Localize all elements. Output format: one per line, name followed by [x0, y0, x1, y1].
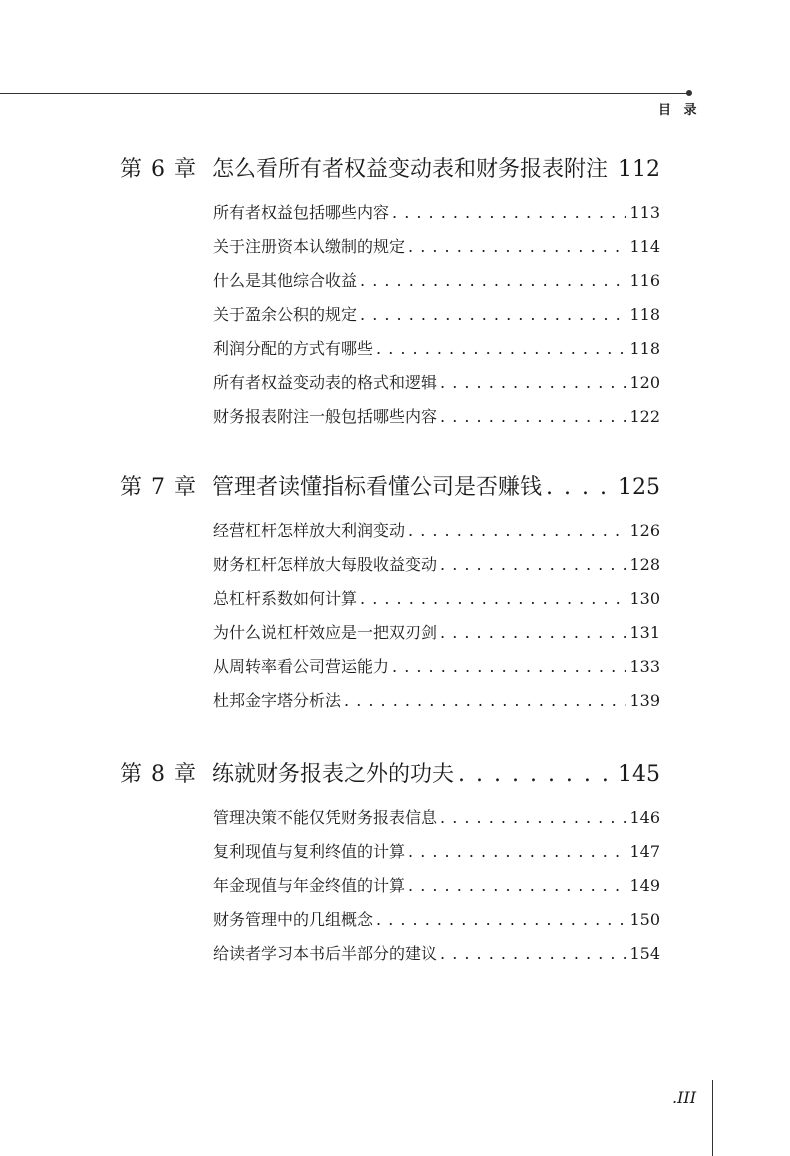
dot-leader: [440, 944, 626, 963]
chapter-page-number: 125: [618, 475, 660, 500]
section-page-number: 131: [629, 623, 660, 642]
dot-leader: [458, 762, 614, 787]
dot-leader: [440, 407, 626, 426]
section-title: 财务杠杆怎样放大每股收益变动: [213, 555, 438, 574]
section-title: 关于注册资本认缴制的规定: [213, 237, 406, 256]
section-page-number: 126: [629, 521, 660, 540]
section-title: 经营杠杆怎样放大利润变动: [213, 521, 406, 540]
toc-entry[interactable]: [213, 234, 660, 268]
chapter-8: [120, 757, 660, 975]
toc-entry[interactable]: [213, 688, 660, 722]
dot-leader: [546, 475, 614, 500]
toc-entry[interactable]: [213, 552, 660, 586]
section-title: 复利现值与复利终值的计算: [213, 842, 406, 861]
toc-entry[interactable]: [213, 200, 660, 234]
section-title: 所有者权益包括哪些内容: [213, 203, 390, 222]
toc-entry[interactable]: [213, 941, 660, 975]
dot-leader: [408, 876, 626, 895]
section-page-number: 118: [629, 305, 660, 324]
dot-leader: [408, 521, 626, 540]
section-title: 年金现值与年金终值的计算: [213, 876, 406, 895]
toc-entry[interactable]: [213, 336, 660, 370]
chapter-heading[interactable]: [120, 470, 660, 510]
section-page-number: 122: [629, 407, 660, 426]
footer-vertical-rule: [712, 1080, 713, 1156]
section-title: 杜邦金字塔分析法: [213, 691, 342, 710]
section-title: 从周转率看公司营运能力: [213, 657, 390, 676]
toc-entry[interactable]: [213, 404, 660, 438]
section-list: [213, 200, 660, 438]
chapter-6: [120, 152, 660, 438]
section-page-number: 128: [629, 555, 660, 574]
section-page-number: 154: [629, 944, 660, 963]
running-head: 目 录: [658, 103, 701, 118]
chapter-title: 管理者读懂指标看懂公司是否赚钱: [212, 475, 543, 500]
chapter-page-number: 112: [618, 157, 660, 182]
toc-entry[interactable]: [213, 839, 660, 873]
section-page-number: 130: [629, 589, 660, 608]
chapter-number: 第 8 章: [120, 762, 197, 787]
section-title: 财务报表附注一般包括哪些内容: [213, 407, 438, 426]
chapter-page-number: 145: [618, 762, 660, 787]
toc-entry[interactable]: [213, 268, 660, 302]
section-page-number: 147: [629, 842, 660, 861]
section-page-number: 150: [629, 910, 660, 929]
section-title: 给读者学习本书后半部分的建议: [213, 944, 438, 963]
header-rule-end-dot: [686, 90, 692, 96]
section-title: 总杠杆系数如何计算: [213, 589, 358, 608]
section-title: 利润分配的方式有哪些: [213, 339, 374, 358]
section-page-number: 116: [629, 271, 660, 290]
toc-entry[interactable]: [213, 654, 660, 688]
chapter-heading[interactable]: [120, 757, 660, 797]
dot-leader: [408, 237, 626, 256]
chapter-title: 练就财务报表之外的功夫: [212, 762, 455, 787]
dot-leader: [408, 842, 626, 861]
dot-leader: [440, 373, 626, 392]
dot-leader: [376, 910, 626, 929]
section-page-number: 146: [629, 808, 660, 827]
chapter-7: [120, 470, 660, 722]
toc-entry[interactable]: [213, 873, 660, 907]
section-page-number: 120: [629, 373, 660, 392]
section-page-number: 114: [629, 237, 660, 256]
toc-entry[interactable]: [213, 907, 660, 941]
toc-entry[interactable]: [213, 586, 660, 620]
header-rule: [0, 93, 688, 94]
section-page-number: 149: [629, 876, 660, 895]
dot-leader: [360, 589, 626, 608]
dot-leader: [376, 339, 626, 358]
section-page-number: 118: [629, 339, 660, 358]
section-title: 为什么说杠杆效应是一把双刃剑: [213, 623, 438, 642]
section-page-number: 133: [629, 657, 660, 676]
chapter-number: 第 7 章: [120, 475, 197, 500]
chapter-number: 第 6 章: [120, 157, 197, 182]
toc-entry[interactable]: [213, 805, 660, 839]
dot-leader: [392, 203, 626, 222]
toc-entry[interactable]: [213, 518, 660, 552]
dot-leader: [440, 623, 626, 642]
section-page-number: 113: [629, 203, 660, 222]
section-page-number: 139: [629, 691, 660, 710]
dot-leader: [360, 271, 626, 290]
section-list: [213, 518, 660, 722]
section-title: 关于盈余公积的规定: [213, 305, 358, 324]
dot-leader: [392, 657, 626, 676]
chapter-title: 怎么看所有者权益变动表和财务报表附注: [212, 157, 609, 182]
section-title: 管理决策不能仅凭财务报表信息: [213, 808, 438, 827]
toc-entry[interactable]: [213, 370, 660, 404]
dot-leader: [440, 555, 626, 574]
section-title: 什么是其他综合收益: [213, 271, 358, 290]
section-list: [213, 805, 660, 975]
dot-leader: [360, 305, 626, 324]
dot-leader: [612, 157, 614, 182]
dot-leader: [440, 808, 626, 827]
toc-entry[interactable]: [213, 302, 660, 336]
toc-entry[interactable]: [213, 620, 660, 654]
dot-leader: [344, 691, 626, 710]
section-title: 财务管理中的几组概念: [213, 910, 374, 929]
chapter-heading[interactable]: [120, 152, 660, 192]
page-number-folio: .III: [672, 1088, 697, 1107]
section-title: 所有者权益变动表的格式和逻辑: [213, 373, 438, 392]
